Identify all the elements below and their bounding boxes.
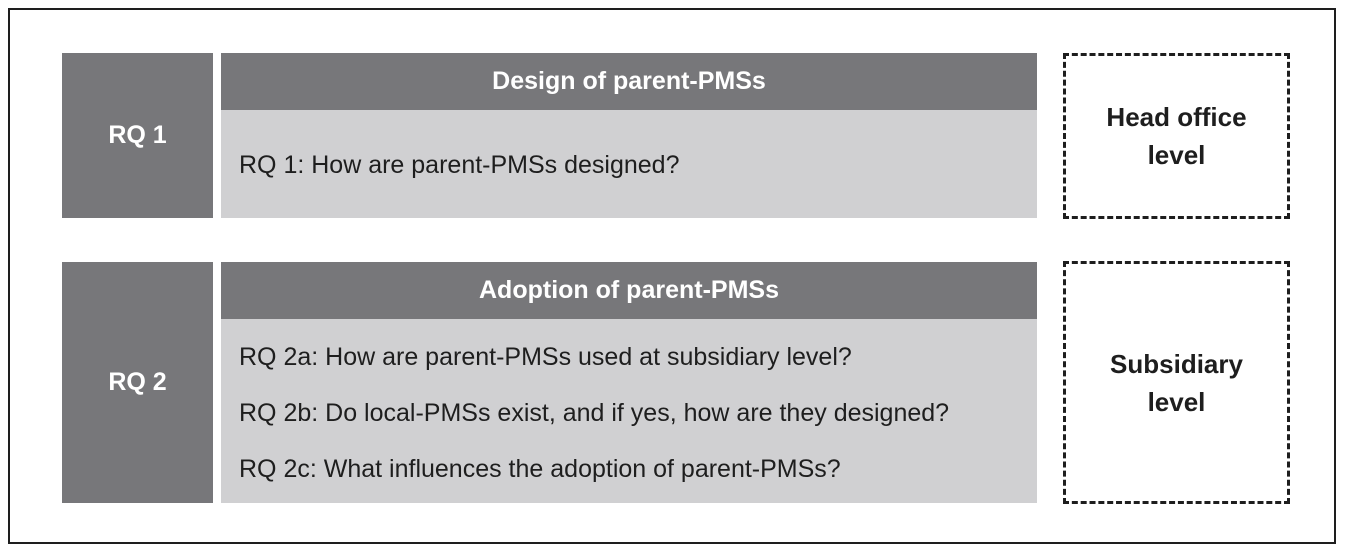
rq2-content-box — [221, 319, 1037, 503]
rq1-header-bar — [221, 53, 1037, 110]
head-office-level-box — [1063, 53, 1290, 219]
head-office-level-line1: Head office — [1106, 102, 1247, 132]
rq2b-question: RQ 2b: Do local-PMSs exist, and if yes, how are they designed? — [239, 399, 950, 427]
rq1-content-box — [221, 110, 1037, 218]
rq2c-question: RQ 2c: What influences the adoption of parent-PMSs? — [239, 455, 841, 483]
subsidiary-level-line2: level — [1147, 386, 1206, 417]
rq1-label-box — [62, 53, 213, 218]
rq2-label: RQ 2 — [108, 368, 167, 396]
rq1-label: RQ 1 — [108, 121, 167, 149]
rq2-label-box — [62, 262, 213, 503]
subsidiary-level-line1: Subsidiary — [1110, 348, 1243, 379]
subsidiary-level-box — [1063, 261, 1290, 504]
rq1-header: Design of parent-PMSs — [492, 67, 766, 95]
rq2-header: Adoption of parent-PMSs — [479, 276, 779, 304]
head-office-level-line2: level — [1147, 140, 1206, 170]
rq2-header-bar — [221, 262, 1037, 319]
rq1-question: RQ 1: How are parent-PMSs designed? — [239, 151, 680, 179]
rq2a-question: RQ 2a: How are parent-PMSs used at subsidiary level? — [239, 343, 852, 371]
